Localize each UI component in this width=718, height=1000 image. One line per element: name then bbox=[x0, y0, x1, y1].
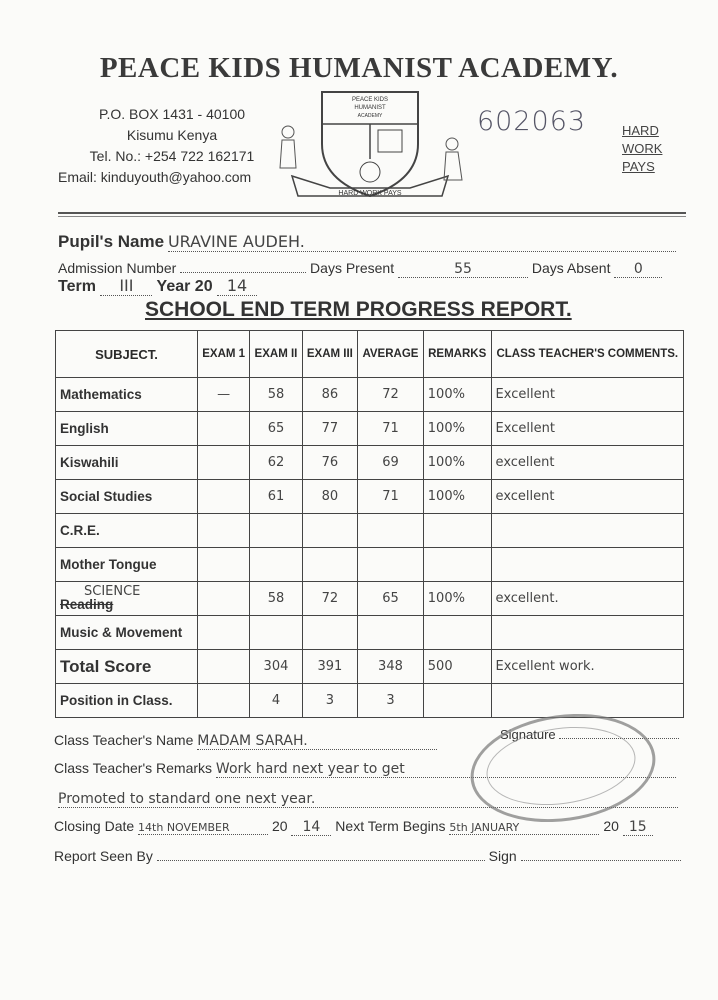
comment-cell bbox=[491, 616, 683, 650]
remarks-cell bbox=[423, 616, 491, 650]
exam3-cell bbox=[302, 616, 358, 650]
closing-year-prefix: 20 bbox=[271, 818, 288, 834]
average-cell: 348 bbox=[358, 650, 424, 684]
table-row bbox=[56, 378, 684, 412]
comment-cell bbox=[491, 684, 683, 718]
subject-cell: Mathematics bbox=[56, 378, 198, 412]
days-present-label: Days Present bbox=[310, 260, 395, 276]
comment-cell: excellent. bbox=[491, 582, 683, 616]
exam3-cell: 77 bbox=[302, 412, 358, 446]
remarks-cell bbox=[423, 548, 491, 582]
remarks-cell: 100% bbox=[423, 412, 491, 446]
dates-row bbox=[54, 818, 694, 836]
svg-text:HUMANIST: HUMANIST bbox=[354, 105, 386, 111]
pupil-name-label: Pupil's Name bbox=[58, 232, 165, 251]
table-row bbox=[56, 480, 684, 514]
remarks-cell bbox=[423, 514, 491, 548]
exam3-cell bbox=[302, 514, 358, 548]
table-row bbox=[56, 446, 684, 480]
days-absent-label: Days Absent bbox=[531, 260, 611, 276]
school-crest-icon bbox=[270, 84, 470, 206]
subject-cell: Social Studies bbox=[56, 480, 198, 514]
motto bbox=[622, 122, 662, 176]
remarks-cell: 500 bbox=[423, 650, 491, 684]
exam1-cell bbox=[198, 582, 250, 616]
sign-label: Sign bbox=[488, 848, 517, 864]
average-cell bbox=[358, 548, 424, 582]
year-label: Year 20 bbox=[156, 278, 213, 295]
remarks-cell: 100% bbox=[423, 378, 491, 412]
col-average: AVERAGE bbox=[358, 331, 424, 378]
serial-number: 602063 bbox=[477, 106, 587, 137]
exam1-cell: — bbox=[198, 378, 250, 412]
school-name: PEACE KIDS HUMANIST ACADEMY. bbox=[99, 52, 619, 84]
exam3-cell: 72 bbox=[302, 582, 358, 616]
exam2-cell: 58 bbox=[250, 378, 302, 412]
comment-cell: Excellent bbox=[491, 412, 683, 446]
exam3-cell: 80 bbox=[302, 480, 358, 514]
po-box: P.O. BOX 1431 - 40100 bbox=[98, 106, 246, 122]
exam1-cell bbox=[198, 616, 250, 650]
col-subject: SUBJECT. bbox=[56, 331, 198, 378]
col-exam3: EXAM III bbox=[302, 331, 358, 378]
exam2-cell bbox=[250, 616, 302, 650]
seen-value bbox=[157, 848, 485, 861]
exam3-cell: 3 bbox=[302, 684, 358, 718]
exam3-cell: 76 bbox=[302, 446, 358, 480]
comment-cell bbox=[491, 514, 683, 548]
exam1-cell bbox=[198, 412, 250, 446]
report-title: SCHOOL END TERM PROGRESS REPORT. bbox=[145, 298, 572, 321]
comment-cell: Excellent bbox=[491, 378, 683, 412]
next-term-value: 5th JANUARY bbox=[449, 821, 599, 835]
exam2-cell: 304 bbox=[250, 650, 302, 684]
subject-cell bbox=[56, 582, 198, 616]
subject-cell: Kiswahili bbox=[56, 446, 198, 480]
average-cell: 65 bbox=[358, 582, 424, 616]
exam2-cell bbox=[250, 548, 302, 582]
comment-cell bbox=[491, 548, 683, 582]
exam3-cell: 86 bbox=[302, 378, 358, 412]
col-remarks: REMARKS bbox=[423, 331, 491, 378]
term-value: III bbox=[100, 276, 152, 296]
exam2-cell: 4 bbox=[250, 684, 302, 718]
average-cell: 71 bbox=[358, 412, 424, 446]
average-cell: 71 bbox=[358, 480, 424, 514]
exam1-cell bbox=[198, 650, 250, 684]
table-header-row bbox=[56, 331, 684, 378]
email: Email: kinduyouth@yahoo.com bbox=[58, 169, 252, 185]
exam1-cell bbox=[198, 684, 250, 718]
exam3-cell: 391 bbox=[302, 650, 358, 684]
exam1-cell bbox=[198, 446, 250, 480]
header-divider bbox=[58, 212, 686, 214]
next-term-year-prefix: 20 bbox=[603, 818, 619, 834]
exam2-cell: 58 bbox=[250, 582, 302, 616]
teacher-name-row bbox=[54, 732, 437, 750]
exam1-cell bbox=[198, 548, 250, 582]
admission-row bbox=[58, 258, 686, 278]
subject-cell: C.R.E. bbox=[56, 514, 198, 548]
seen-label: Report Seen By bbox=[54, 848, 153, 864]
pupil-name-row bbox=[58, 232, 686, 252]
svg-text:ACADEMY: ACADEMY bbox=[357, 113, 383, 119]
admission-value bbox=[180, 258, 306, 273]
subject-cell: English bbox=[56, 412, 198, 446]
city: Kisumu Kenya bbox=[126, 127, 218, 143]
closing-value: 14th NOVEMBER bbox=[138, 821, 268, 835]
comment-cell: excellent bbox=[491, 446, 683, 480]
table-row bbox=[56, 548, 684, 582]
table-row bbox=[56, 684, 684, 718]
svg-text:HARD WORK PAYS: HARD WORK PAYS bbox=[338, 190, 402, 197]
average-cell: 69 bbox=[358, 446, 424, 480]
subject-label: Reading bbox=[60, 597, 114, 612]
comment-cell: Excellent work. bbox=[491, 650, 683, 684]
teacher-name-value: MADAM SARAH. bbox=[197, 733, 437, 750]
term-row bbox=[58, 276, 257, 296]
address-block bbox=[58, 104, 282, 188]
teacher-name-label: Class Teacher's Name bbox=[54, 732, 194, 748]
col-exam1: EXAM 1 bbox=[198, 331, 250, 378]
next-term-year: 15 bbox=[623, 819, 653, 836]
col-exam2: EXAM II bbox=[250, 331, 302, 378]
next-term-label: Next Term Begins bbox=[335, 818, 446, 834]
exam1-cell bbox=[198, 480, 250, 514]
table-row bbox=[56, 650, 684, 684]
motto-line: HARD bbox=[622, 123, 659, 138]
motto-line: PAYS bbox=[622, 159, 655, 174]
remarks-label: Class Teacher's Remarks bbox=[54, 760, 213, 776]
average-cell: 72 bbox=[358, 378, 424, 412]
exam2-cell: 65 bbox=[250, 412, 302, 446]
average-cell bbox=[358, 616, 424, 650]
days-present-value: 55 bbox=[398, 261, 528, 278]
header-divider-thin bbox=[58, 216, 686, 217]
average-cell bbox=[358, 514, 424, 548]
telephone: Tel. No.: +254 722 162171 bbox=[89, 148, 255, 164]
table-row bbox=[56, 412, 684, 446]
table-row bbox=[56, 514, 684, 548]
signature-label: Signature bbox=[500, 727, 556, 742]
exam2-cell: 61 bbox=[250, 480, 302, 514]
exam1-cell bbox=[198, 514, 250, 548]
motto-line: WORK bbox=[622, 141, 663, 156]
remarks-line1: Work hard next year to get bbox=[216, 761, 676, 778]
year-value: 14 bbox=[217, 276, 257, 296]
average-cell: 3 bbox=[358, 684, 424, 718]
exam2-cell bbox=[250, 514, 302, 548]
subject-cell: Music & Movement bbox=[56, 616, 198, 650]
results-table bbox=[55, 330, 684, 718]
days-absent-value: 0 bbox=[614, 261, 662, 278]
subject-note: SCIENCE bbox=[84, 584, 141, 599]
subject-cell: Mother Tongue bbox=[56, 548, 198, 582]
exam2-cell: 62 bbox=[250, 446, 302, 480]
closing-year: 14 bbox=[291, 819, 331, 836]
remarks-cell: 100% bbox=[423, 582, 491, 616]
table-row bbox=[56, 582, 684, 616]
pupil-name-value: URAVINE AUDEH. bbox=[168, 232, 676, 252]
exam3-cell bbox=[302, 548, 358, 582]
admission-label: Admission Number bbox=[58, 260, 177, 276]
term-label: Term bbox=[58, 278, 96, 295]
subject-cell: Position in Class. bbox=[56, 684, 198, 718]
comment-cell: excellent bbox=[491, 480, 683, 514]
seen-row bbox=[54, 848, 694, 864]
sign-value bbox=[521, 848, 681, 861]
col-comments: CLASS TEACHER'S COMMENTS. bbox=[491, 331, 683, 378]
remarks-cell: 100% bbox=[423, 446, 491, 480]
remarks-cell bbox=[423, 684, 491, 718]
svg-text:PEACE KIDS: PEACE KIDS bbox=[351, 97, 389, 103]
subject-cell: Total Score bbox=[56, 650, 198, 684]
closing-label: Closing Date bbox=[54, 818, 135, 834]
remarks-cell: 100% bbox=[423, 480, 491, 514]
remarks-line2: Promoted to standard one next year. bbox=[58, 791, 678, 808]
table-row bbox=[56, 616, 684, 650]
